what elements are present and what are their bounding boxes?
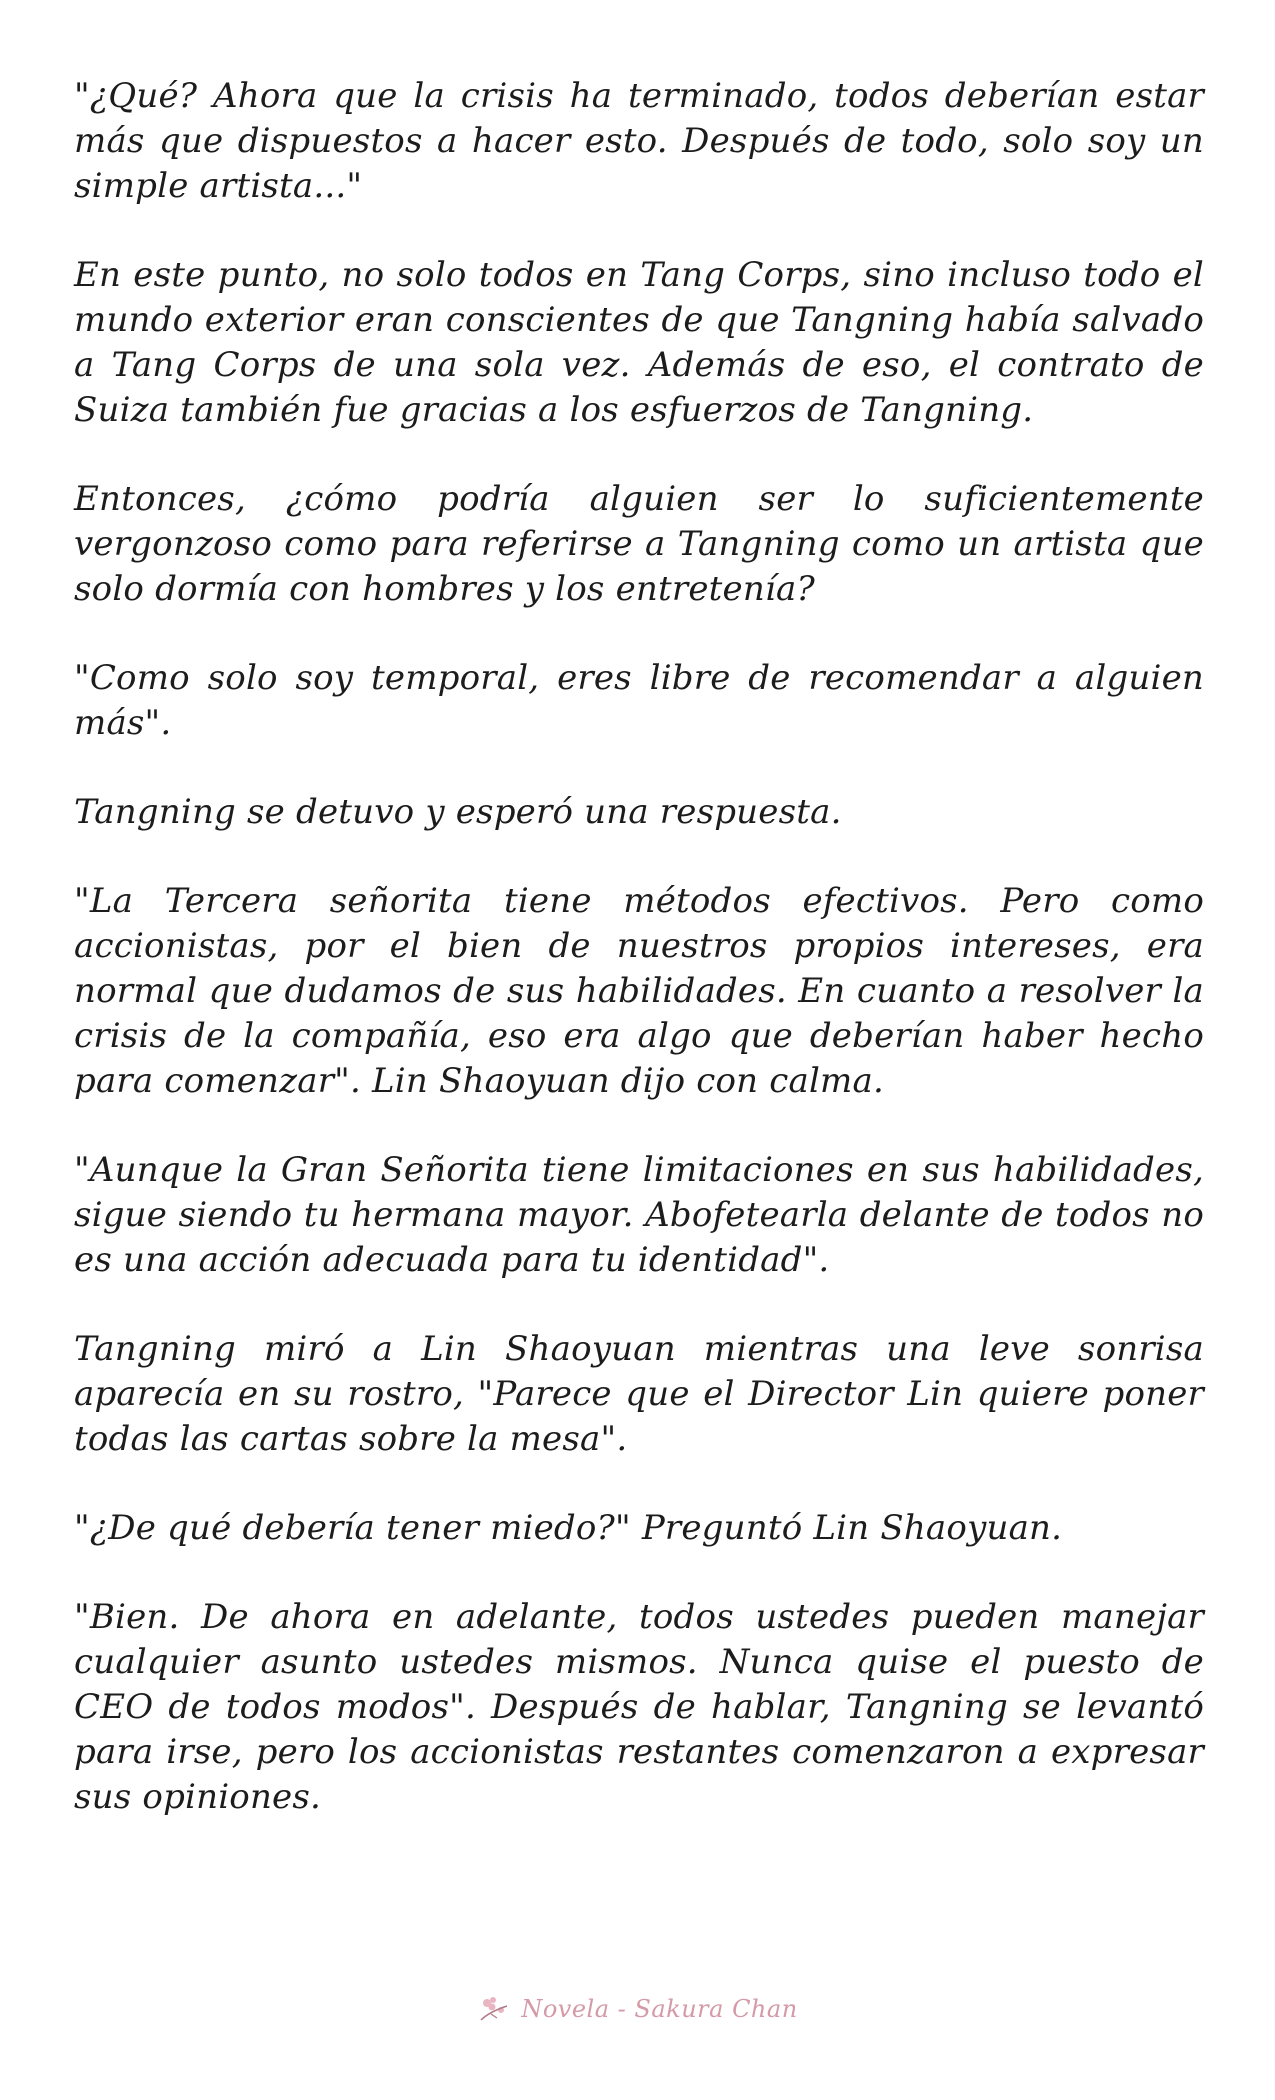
paragraph-10: "Bien. De ahora en adelante, todos ustedes pueden manejar cualquier asunto ustedes mismos. Nunca quise el puesto de CEO de todos modos". Después de hablar, Tangning se levantó para irse, pero los accionistas restantes comenzaron a expresar sus opiniones. [74, 1597, 1204, 1817]
paragraph-7: "Aunque la Gran Señorita tiene limitaciones en sus habilidades, sigue siendo tu hermana mayor. Abofetearla delante de todos no es una acción adecuada para tu identidad". [74, 1150, 1204, 1280]
paragraph-3: Entonces, ¿cómo podría alguien ser lo suficientemente vergonzoso como para referirse a Tangning como un artista que solo dormía con hombres y los entretenía? [74, 479, 1204, 609]
paragraph-1: "¿Qué? Ahora que la crisis ha terminado, todos deberían estar más que dispuestos a hacer esto. Después de todo, solo soy un simple artista..." [74, 76, 1204, 206]
paragraph-5: Tangning se detuvo y esperó una respuesta. [74, 792, 842, 832]
document-body [74, 74, 1204, 1820]
paragraph-2: En este punto, no solo todos en Tang Corps, sino incluso todo el mundo exterior eran conscientes de que Tangning había salvado a Tang Corps de una sola vez. Además de eso, el contrato de Suiza también fue gracias a los esfuerzos de Tangning. [74, 255, 1204, 430]
watermark [0, 1994, 1275, 2024]
watermark-text: Novela - Sakura Chan [521, 1995, 798, 2023]
sakura-flower-icon [477, 1994, 513, 2024]
paragraph-8: Tangning miró a Lin Shaoyuan mientras una leve sonrisa aparecía en su rostro, "Parece que el Director Lin quiere poner todas las cartas sobre la mesa". [74, 1329, 1204, 1459]
paragraph-4: "Como solo soy temporal, eres libre de recomendar a alguien más". [74, 658, 1204, 743]
paragraph-6: "La Tercera señorita tiene métodos efectivos. Pero como accionistas, por el bien de nuestros propios intereses, era normal que dudamos de sus habilidades. En cuanto a resolver la crisis de la compañía, eso era algo que deberían haber hecho para comenzar". Lin Shaoyuan dijo con calma. [74, 881, 1204, 1101]
paragraph-9: "¿De qué debería tener miedo?" Preguntó Lin Shaoyuan. [74, 1508, 1063, 1548]
